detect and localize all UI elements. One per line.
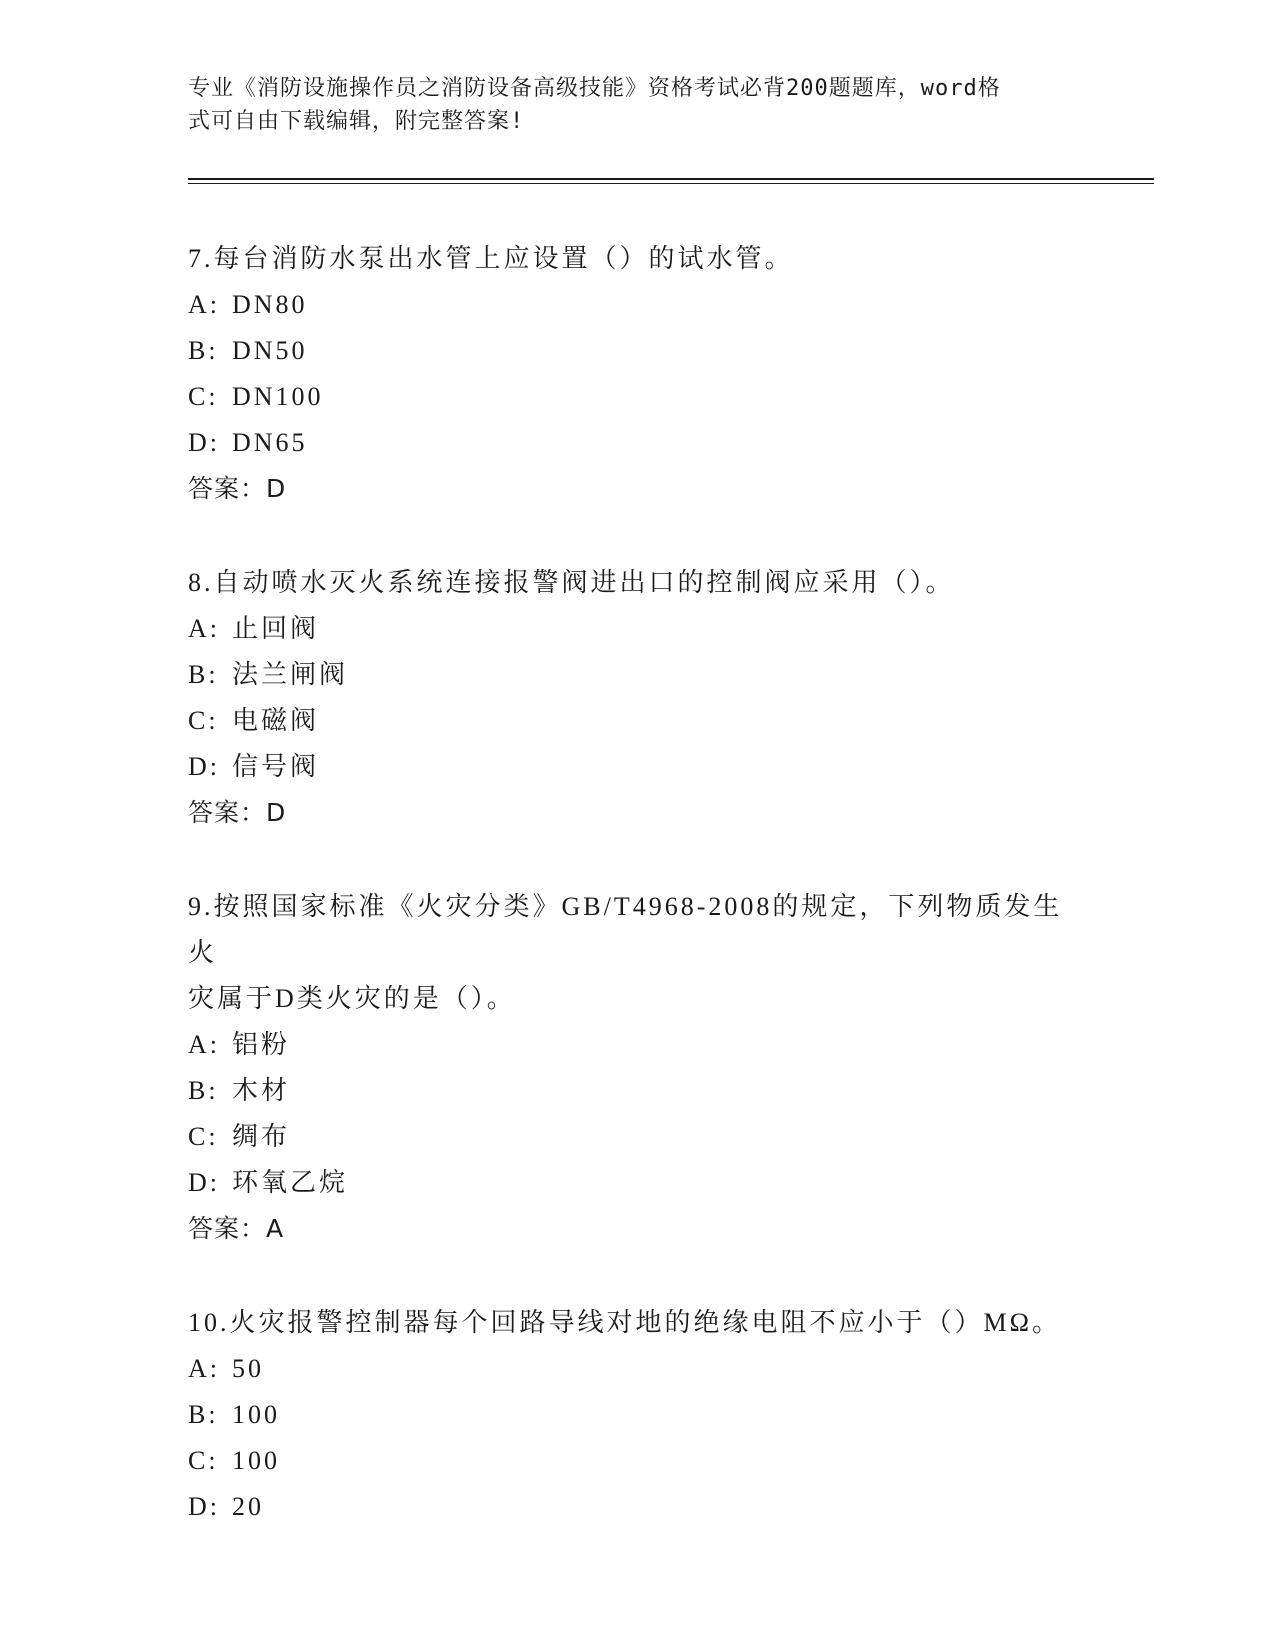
option-letter: C: bbox=[188, 1446, 219, 1475]
option-b bbox=[188, 1392, 1088, 1438]
option-b bbox=[188, 328, 1088, 374]
option-text: 止回阀 bbox=[232, 614, 320, 643]
option-text: DN65 bbox=[232, 428, 308, 457]
header-line-2: 式可自由下载编辑，附完整答案! bbox=[188, 109, 525, 134]
option-letter: D: bbox=[188, 428, 220, 457]
question-stem: 7.每台消防水泵出水管上应设置（）的试水管。 bbox=[188, 244, 794, 273]
option-d bbox=[188, 420, 1088, 466]
option-text: DN80 bbox=[232, 290, 308, 319]
option-a bbox=[188, 1022, 1088, 1068]
option-text: 100 bbox=[232, 1400, 280, 1429]
option-c bbox=[188, 1438, 1088, 1484]
question-stem: 8.自动喷水灭火系统连接报警阀进出口的控制阀应采用（）。 bbox=[188, 568, 955, 597]
header-line-1: 专业《消防设施操作员之消防设备高级技能》资格考试必背200题题库，word格 bbox=[188, 76, 1001, 101]
option-letter: C: bbox=[188, 1122, 219, 1151]
option-letter: B: bbox=[188, 336, 219, 365]
option-text: 100 bbox=[232, 1446, 280, 1475]
header-divider-thick bbox=[188, 178, 1154, 180]
option-letter: D: bbox=[188, 752, 220, 781]
option-text: 电磁阀 bbox=[232, 706, 320, 735]
question-stem: 9.按照国家标准《火灾分类》GB/T4968-2008的规定，下列物质发生火 bbox=[188, 892, 1063, 967]
option-b bbox=[188, 652, 1088, 698]
answer-line: 答案：D bbox=[188, 474, 287, 503]
option-b bbox=[188, 1068, 1088, 1114]
option-d bbox=[188, 744, 1088, 790]
option-letter: A: bbox=[188, 1030, 220, 1059]
option-d bbox=[188, 1160, 1088, 1206]
option-letter: B: bbox=[188, 660, 219, 689]
option-text: 法兰闸阀 bbox=[232, 660, 349, 689]
question-stem: 10.火灾报警控制器每个回路导线对地的绝缘电阻不应小于（）MΩ。 bbox=[188, 1308, 1061, 1337]
answer-line: 答案：A bbox=[188, 1214, 285, 1243]
option-letter: A: bbox=[188, 1354, 220, 1383]
question-list bbox=[188, 236, 1088, 1578]
question-8 bbox=[188, 560, 1088, 836]
option-letter: A: bbox=[188, 290, 220, 319]
question-9 bbox=[188, 884, 1088, 1252]
option-text: 50 bbox=[232, 1354, 264, 1383]
option-c bbox=[188, 374, 1088, 420]
option-a bbox=[188, 606, 1088, 652]
option-c bbox=[188, 698, 1088, 744]
option-letter: B: bbox=[188, 1076, 219, 1105]
option-letter: D: bbox=[188, 1168, 220, 1197]
option-a bbox=[188, 1346, 1088, 1392]
option-text: DN100 bbox=[232, 382, 324, 411]
option-letter: A: bbox=[188, 614, 220, 643]
answer-line: 答案：D bbox=[188, 798, 287, 827]
document-header bbox=[188, 72, 1088, 138]
option-a bbox=[188, 282, 1088, 328]
option-letter: C: bbox=[188, 382, 219, 411]
option-letter: D: bbox=[188, 1492, 220, 1521]
option-c bbox=[188, 1114, 1088, 1160]
option-text: 环氧乙烷 bbox=[232, 1168, 349, 1197]
question-stem-continued: 灾属于D类火灾的是（）。 bbox=[188, 984, 516, 1013]
option-d bbox=[188, 1484, 1088, 1530]
option-text: DN50 bbox=[232, 336, 308, 365]
header-divider-thin bbox=[188, 183, 1154, 184]
option-text: 木材 bbox=[232, 1076, 291, 1105]
option-text: 20 bbox=[232, 1492, 264, 1521]
option-text: 绸布 bbox=[232, 1122, 291, 1151]
option-letter: B: bbox=[188, 1400, 219, 1429]
option-text: 铝粉 bbox=[232, 1030, 291, 1059]
question-10 bbox=[188, 1300, 1088, 1530]
question-7 bbox=[188, 236, 1088, 512]
option-text: 信号阀 bbox=[232, 752, 320, 781]
option-letter: C: bbox=[188, 706, 219, 735]
